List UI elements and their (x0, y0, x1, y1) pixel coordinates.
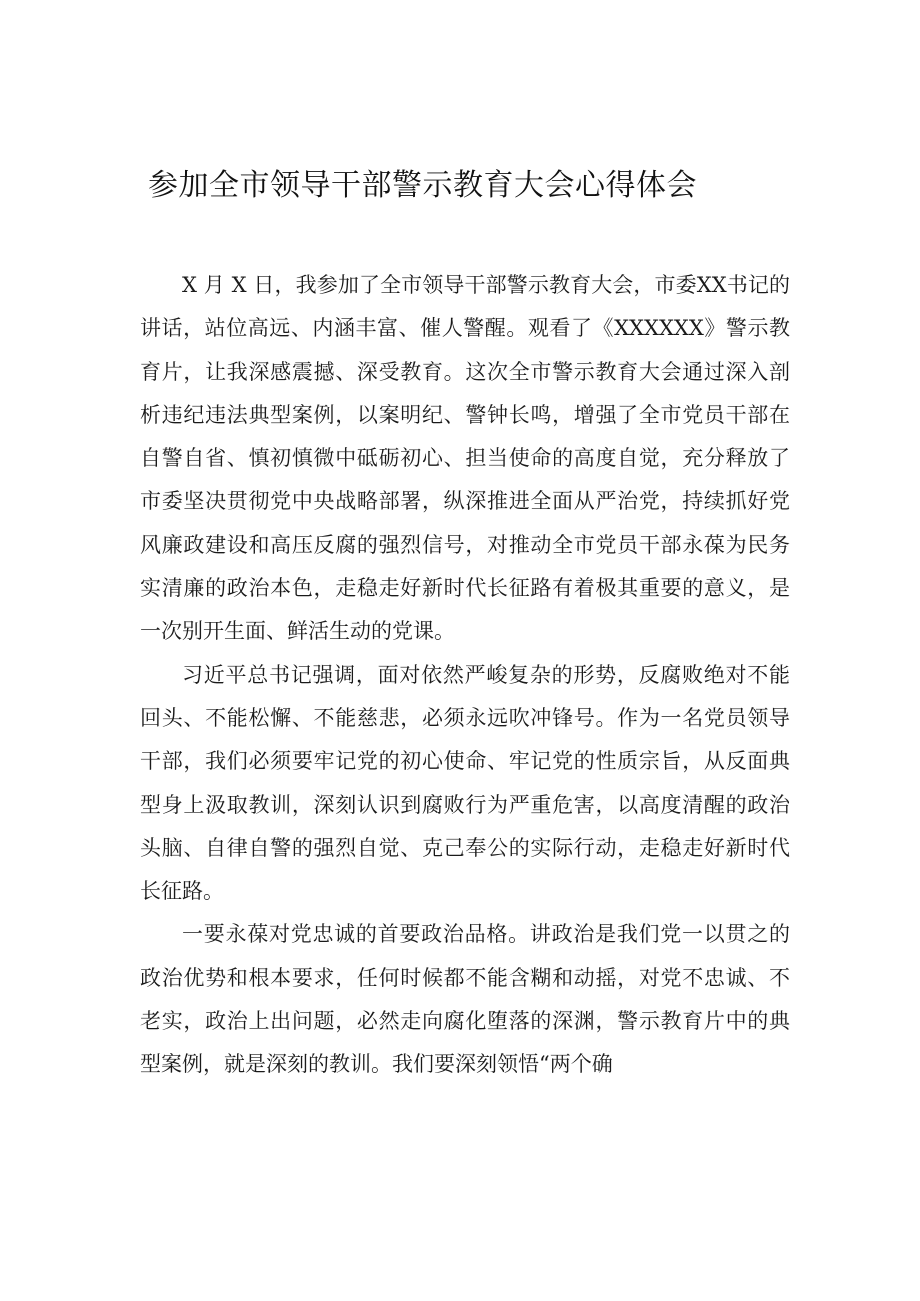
paragraph-1: X 月 X 日，我参加了全市领导干部警示教育大会，市委XX书记的讲话，站位高远、内涵丰富、催人警醒。观看了《XXXXXX》警示教育片，让我深感震撼、深受教育。这次全市警示教育大会通过深入剖析违纪违法典型案例，以案明纪、警钟长鸣，增强了全市党员干部在自警自省、慎初慎微中砥砺初心、担当使命的高度自觉，充分释放了市委坚决贯彻党中央战略部署，纵深推进全面从严治党，持续抓好党风廉政建设和高压反腐的强烈信号，对推动全市党员干部永葆为民务实清廉的政治本色，走稳走好新时代长征路有着极其重要的意义，是一次别开生面、鲜活生动的党课。 (140, 273, 790, 644)
paragraph-2: 习近平总书记强调，面对依然严峻复杂的形势，反腐败绝对不能回头、不能松懈、不能慈悲，必须永远吹冲锋号。作为一名党员领导干部，我们必须要牢记党的初心使命、牢记党的性质宗旨，从反面典型身上汲取教训，深刻认识到腐败行为严重危害，以高度清醒的政治头脑、自律自警的强烈自觉、克己奉公的实际行动，走稳走好新时代长征路。 (140, 662, 790, 904)
paragraph-3: 一要永葆对党忠诚的首要政治品格。讲政治是我们党一以贯之的政治优势和根本要求，任何时候都不能含糊和动摇，对党不忠诚、不老实，政治上出问题，必然走向腐化堕落的深渊，警示教育片中的典型案例，就是深刻的教训。我们要深刻领悟“两个确 (140, 922, 790, 1077)
document-body (140, 264, 790, 1087)
document-title: 参加全市领导干部警示教育大会心得体会 (148, 168, 697, 203)
